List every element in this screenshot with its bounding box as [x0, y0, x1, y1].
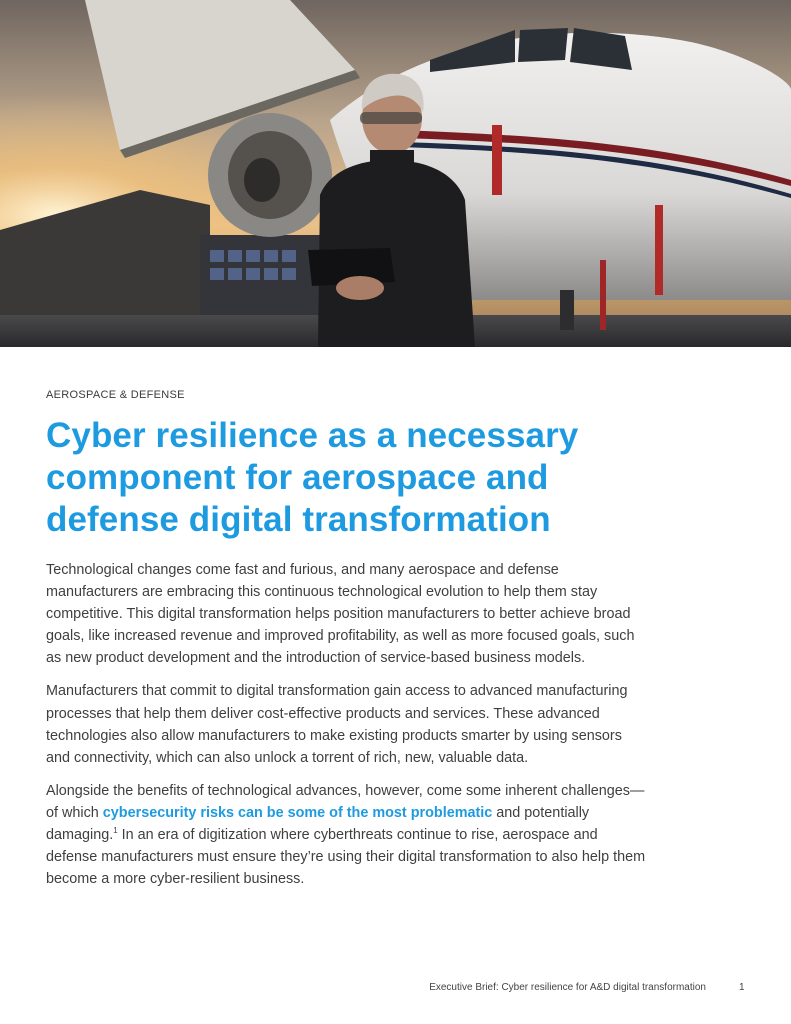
footer-brief-title: Executive Brief: Cyber resilience for A&D digital transformation: [429, 982, 706, 993]
paragraph-3-text-a: Alongside the benefits of technological advances, however, come some inherent challenges—of which: [46, 782, 645, 821]
aircraft-hangar-photo: [0, 0, 791, 347]
body-paragraph-2: Manufacturers that commit to digital transformation gain access to advanced manufacturing processes that help them deliver cost-effective products and services. These advanced technologies also allow manufacturers to make existing products smarter by using sensors and connectivity, which can also unlock a torrent of rich, new, valuable data.: [46, 683, 628, 766]
paragraph-3-text-c: In an era of digitization where cyberthreats continue to rise, aerospace and defense manufacturers must ensure they’re using their digital transformation to also help them become a more cyber-resilient business.: [46, 827, 646, 888]
page-number: 1: [739, 982, 745, 993]
title-line-1: Cyber resilience as a necessary: [46, 416, 579, 455]
footnote-marker: 1: [113, 826, 118, 836]
cybersecurity-risks-link[interactable]: cybersecurity risks can be some of the most problematic: [102, 804, 493, 821]
body-paragraph-1: Technological changes come fast and furious, and many aerospace and defense manufacturers are embracing this continuous technological evolution to help them stay competitive. This digital transformation helps position manufacturers to better achieve broad goals, like increased revenue and improved profitability, as well as more focused goals, such as new product development and the introduction of service-based business models.: [46, 562, 635, 667]
article-content: [46, 389, 646, 890]
paragraph-3-text-b: and potentially damaging.: [46, 804, 590, 844]
title-line-3: defense digital transformation: [46, 500, 551, 539]
category-eyebrow: AEROSPACE & DEFENSE: [46, 389, 185, 401]
body-paragraph-3: [46, 780, 646, 890]
page-title: [46, 415, 646, 541]
hero-photo: [0, 0, 791, 347]
title-line-2: component for aerospace and: [46, 458, 549, 497]
